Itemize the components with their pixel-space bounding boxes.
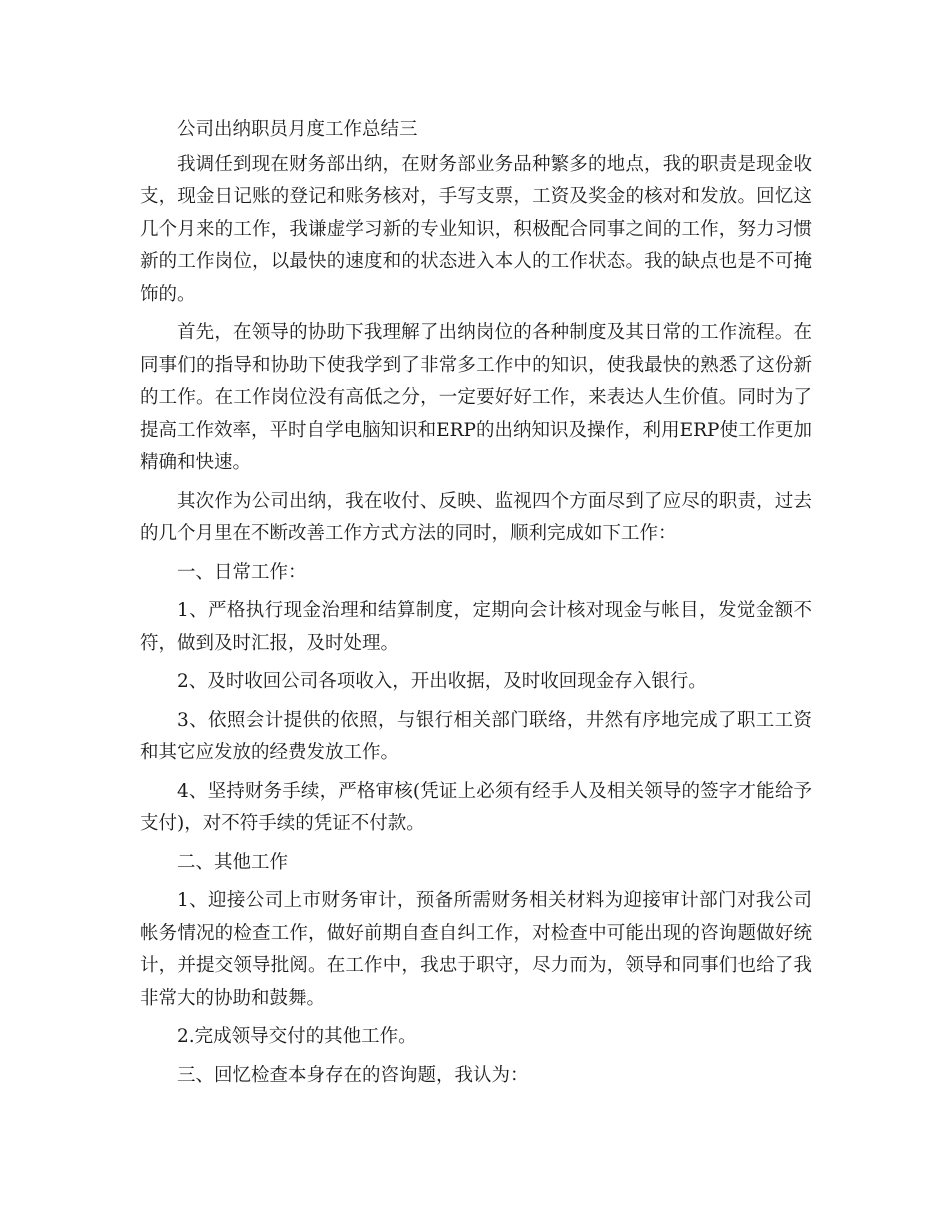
list-item-daily-3: 3、依照会计提供的依照，与银行相关部门联络，井然有序地完成了职工工资和其它应发放的经费发放工作。	[140, 709, 812, 763]
section-heading-daily-work: 一、日常工作：	[177, 561, 307, 583]
paragraph-first: 首先，在领导的协助下我理解了出纳岗位的各种制度及其日常的工作流程。在同事们的指导和协助下使我学到了非常多工作中的知识，使我最快的熟悉了这份新的工作。在工作岗位没有高低之分，一定要好好工作，来表达人生价值。同时为了提高工作效率，平时自学电脑知识和ERP的出纳知识及操作，利用ERP使工作更加精确和快速。	[140, 322, 812, 473]
section-heading-review: 三、回忆检查本身存在的咨询题，我认为：	[177, 1064, 529, 1086]
list-item-daily-1: 1、严格执行现金治理和结算制度，定期向会计核对现金与帐目，发觉金额不符，做到及时汇报，及时处理。	[140, 600, 812, 654]
list-item-daily-4: 4、坚持财务手续，严格审核(凭证上必须有经手人及相关领导的签字才能给予支付)，对不符手续的凭证不付款。	[140, 780, 812, 834]
list-item-daily-2: 2、及时收回公司各项收入，开出收据，及时收回现金存入银行。	[177, 671, 707, 692]
list-item-other-2: 2.完成领导交付的其他工作。	[177, 1026, 417, 1047]
document-body	[140, 114, 812, 1098]
paragraph-second: 其次作为公司出纳，我在收付、反映、监视四个方面尽到了应尽的职责，过去的几个月里在不断改善工作方式方法的同时，顺利完成如下工作：	[140, 490, 812, 544]
document-title: 公司出纳职员月度工作总结三	[177, 119, 418, 140]
section-heading-other-work: 二、其他工作	[177, 851, 289, 873]
paragraph-intro: 我调任到现在财务部出纳，在财务部业务品种繁多的地点，我的职责是现金收支，现金日记账的登记和账务核对，手写支票，工资及奖金的核对和发放。回忆这几个月来的工作，我谦虚学习新的专业知识，积极配合同事之间的工作，努力习惯新的工作岗位，以最快的速度和的状态进入本人的工作状态。我的缺点也是不可掩饰的。	[140, 153, 812, 305]
list-item-other-1: 1、迎接公司上市财务审计，预备所需财务相关材料为迎接审计部门对我公司帐务情况的检查工作，做好前期自查自纠工作，对检查中可能出现的咨询题做好统计，并提交领导批阅。在工作中，我忠于职守，尽力而为，领导和同事们也给了我非常大的协助和鼓舞。	[140, 890, 812, 1009]
